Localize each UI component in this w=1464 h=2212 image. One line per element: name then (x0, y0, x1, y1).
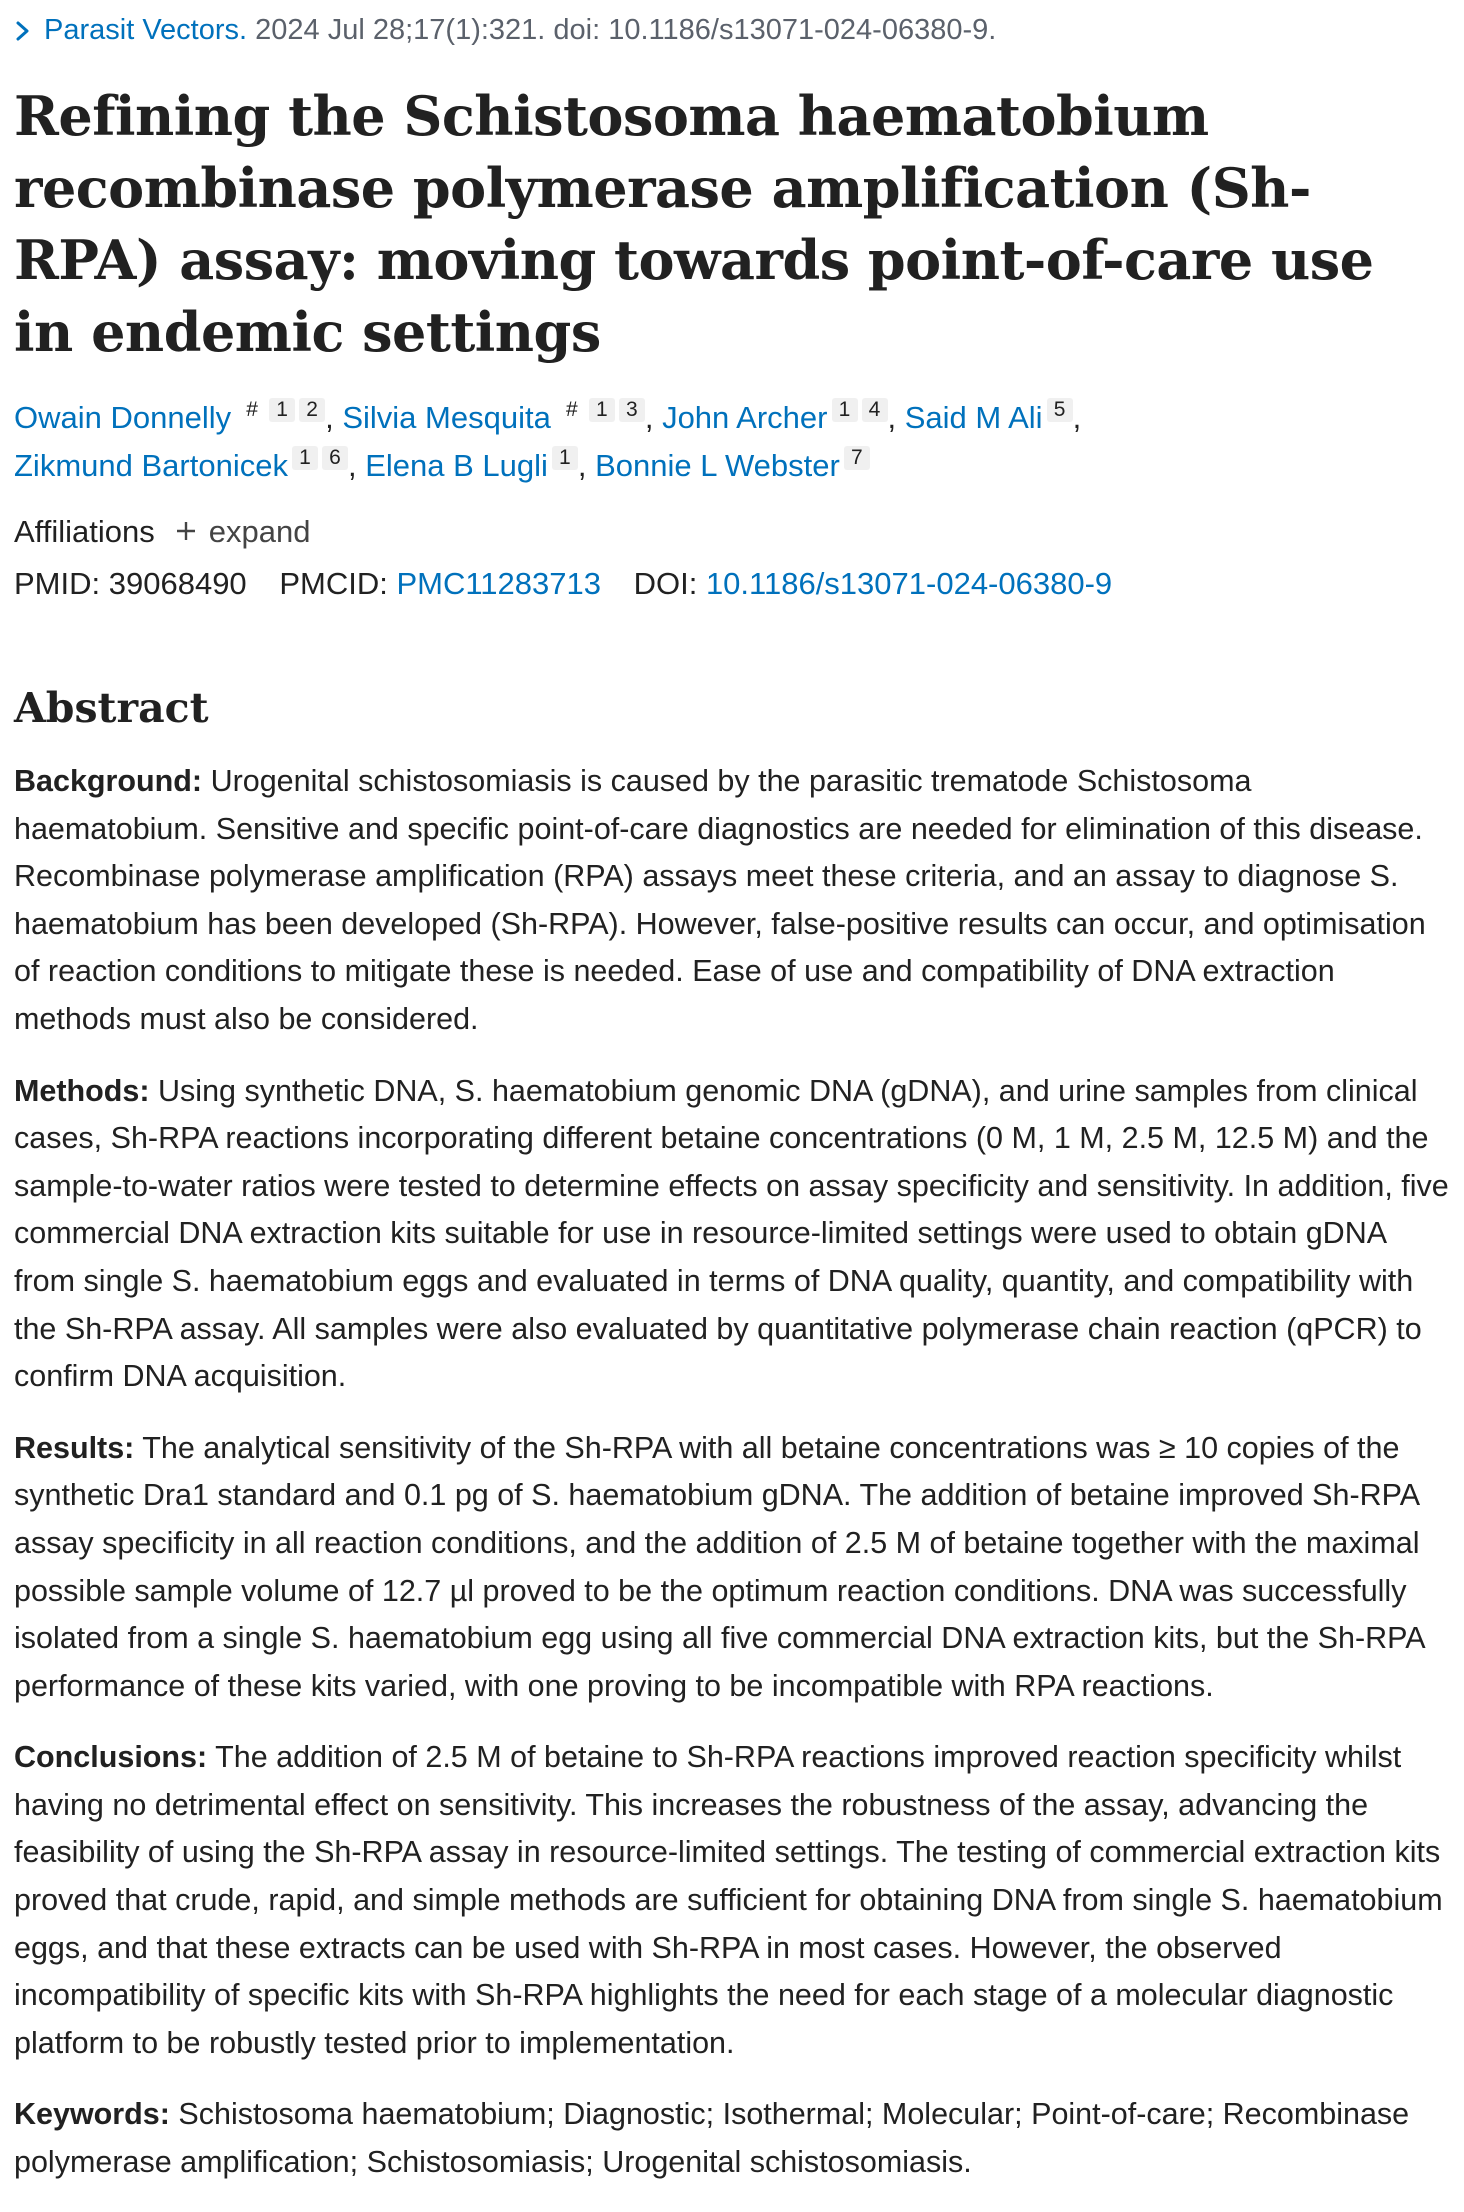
author-list (14, 394, 1450, 490)
affiliation-ref[interactable]: 4 (862, 398, 888, 422)
pmid-value: 39068490 (108, 566, 247, 601)
author-separator: , (887, 400, 905, 435)
identifiers-row (14, 562, 1450, 606)
equal-contrib-mark: # (565, 398, 578, 421)
pmid-label: PMID: (14, 566, 101, 601)
article-page (0, 10, 1464, 2187)
abstract-section (14, 1068, 1450, 1401)
affiliation-ref[interactable]: 1 (269, 398, 295, 422)
journal-link[interactable]: Parasit Vectors. (44, 14, 248, 46)
author-separator: , (1072, 400, 1082, 435)
abstract-section-label: Results: (14, 1430, 135, 1465)
abstract-section-text: The analytical sensitivity of the Sh-RPA with all betaine concentrations was ≥ 10 copies of the synthetic Dra1 standard and 0.1 pg of S. haematobium gDNA. The addition of betaine improved Sh-RPA assay specificity in all reaction conditions, and the addition of 2.5 M of betaine together with the maximal possible sample volume of 12.7 µl proved to be the optimum reaction conditions. DNA was successfully isolated from a single S. haematobium egg using all five commercial DNA extraction kits, but the Sh-RPA performance of these kits varied, with one proving to be incompatible with RPA reactions. (14, 1430, 1424, 1703)
abstract-section-text: The addition of 2.5 M of betaine to Sh-RPA reactions improved reaction specificity whilst having no detrimental effect on sensitivity. This increases the robustness of the assay, advancing the feasibility of using the Sh-RPA assay in resource-limited settings. The testing of commercial extraction kits proved that crude, rapid, and simple methods are sufficient for obtaining DNA from single S. haematobium eggs, and that these extracts can be used with Sh-RPA in most cases. However, the observed incompatibility of specific kits with Sh-RPA highlights the need for each stage of a molecular diagnostic platform to be robustly tested prior to implementation. (14, 1740, 1443, 2060)
affiliations-row (14, 510, 1450, 554)
doi-link[interactable]: 10.1186/s13071-024-06380-9 (705, 566, 1113, 601)
affiliations-expand-button[interactable] (175, 510, 311, 554)
citation-details: 2024 Jul 28;17(1):321. doi: 10.1186/s13071-024-06380-9. (255, 14, 997, 46)
affiliation-ref[interactable]: 2 (299, 398, 325, 422)
abstract-section-label: Methods: (14, 1073, 150, 1108)
author-separator: , (644, 400, 663, 435)
author-link[interactable]: Zikmund Bartonicek (14, 448, 288, 483)
abstract-section-text: Schistosoma haematobium; Diagnostic; Isothermal; Molecular; Point-of-care; Recombinase polymerase amplification; Schistosomiasis; Urogenital schistosomiasis. (14, 2097, 1410, 2180)
affiliation-ref[interactable]: 1 (292, 446, 318, 470)
author-link[interactable]: Elena B Lugli (365, 448, 548, 483)
article-title: Refining the Schistosoma haematobium recombinase polymerase amplification (Sh-RPA) assay: moving towards point-of-care use in endemic settings (14, 84, 1374, 364)
author-link[interactable]: John Archer (662, 400, 828, 435)
author-link[interactable]: Bonnie L Webster (595, 448, 840, 483)
abstract-section-label: Conclusions: (14, 1740, 208, 1775)
doi-label: DOI: (633, 566, 698, 601)
pmcid-link[interactable]: PMC11283713 (396, 566, 601, 601)
abstract-section-text: Urogenital schistosomiasis is caused by the parasitic trematode Schistosoma haematobium. Sensitive and specific point-of-care diagnostics are needed for elimination of this disease. Recombinase polymerase amplification (RPA) assays meet these criteria, and an assay to diagnose S. haematobium has been developed (Sh-RPA). However, false-positive results can occur, and optimisation of reaction conditions to mitigate these is needed. Ease of use and compatibility of DNA extraction methods must also be considered. (14, 764, 1426, 1036)
affiliation-ref[interactable]: 1 (552, 446, 578, 470)
affiliation-ref[interactable]: 1 (589, 398, 615, 422)
affiliation-ref[interactable]: 1 (832, 398, 858, 422)
affiliation-ref[interactable]: 3 (619, 398, 645, 422)
abstract-heading: Abstract (14, 684, 209, 732)
author-separator: , (577, 448, 596, 483)
abstract-section (14, 758, 1450, 1044)
author-separator: , (347, 448, 366, 483)
abstract-section (14, 2091, 1450, 2186)
pmcid-label: PMCID: (279, 566, 388, 601)
citation-line (14, 10, 1450, 50)
abstract-body (14, 758, 1450, 2187)
author-link[interactable]: Owain Donnelly (14, 400, 232, 435)
expand-label: expand (208, 514, 311, 549)
affiliation-ref[interactable]: 7 (844, 446, 870, 470)
plus-icon (175, 510, 197, 554)
affiliation-ref[interactable]: 5 (1047, 398, 1073, 422)
chevron-right-icon (14, 10, 44, 50)
affiliations-label: Affiliations (14, 514, 155, 549)
author-separator: , (325, 400, 343, 435)
author-link[interactable]: Silvia Mesquita (342, 400, 551, 435)
author-link[interactable]: Said M Ali (904, 400, 1043, 435)
equal-contrib-mark: # (246, 398, 258, 421)
abstract-section (14, 1734, 1450, 2067)
abstract-section (14, 1425, 1450, 1711)
affiliation-ref[interactable]: 6 (322, 446, 348, 470)
abstract-section-label: Background: (14, 764, 203, 798)
abstract-section-text: Using synthetic DNA, S. haematobium genomic DNA (gDNA), and urine samples from clinical cases, Sh-RPA reactions incorporating different betaine concentrations (0 M, 1 M, 2.5 M, 12.5 M) and the sample-to-water ratios were tested to determine effects on assay specificity and sensitivity. In addition, five commercial DNA extraction kits suitable for use in resource-limited settings were used to obtain gDNA from single S. haematobium eggs and evaluated in terms of DNA quality, quantity, and compatibility with the Sh-RPA assay. All samples were also evaluated by quantitative polymerase chain reaction (qPCR) to confirm DNA acquisition. (14, 1073, 1449, 1394)
abstract-section-label: Keywords: (14, 2097, 170, 2132)
